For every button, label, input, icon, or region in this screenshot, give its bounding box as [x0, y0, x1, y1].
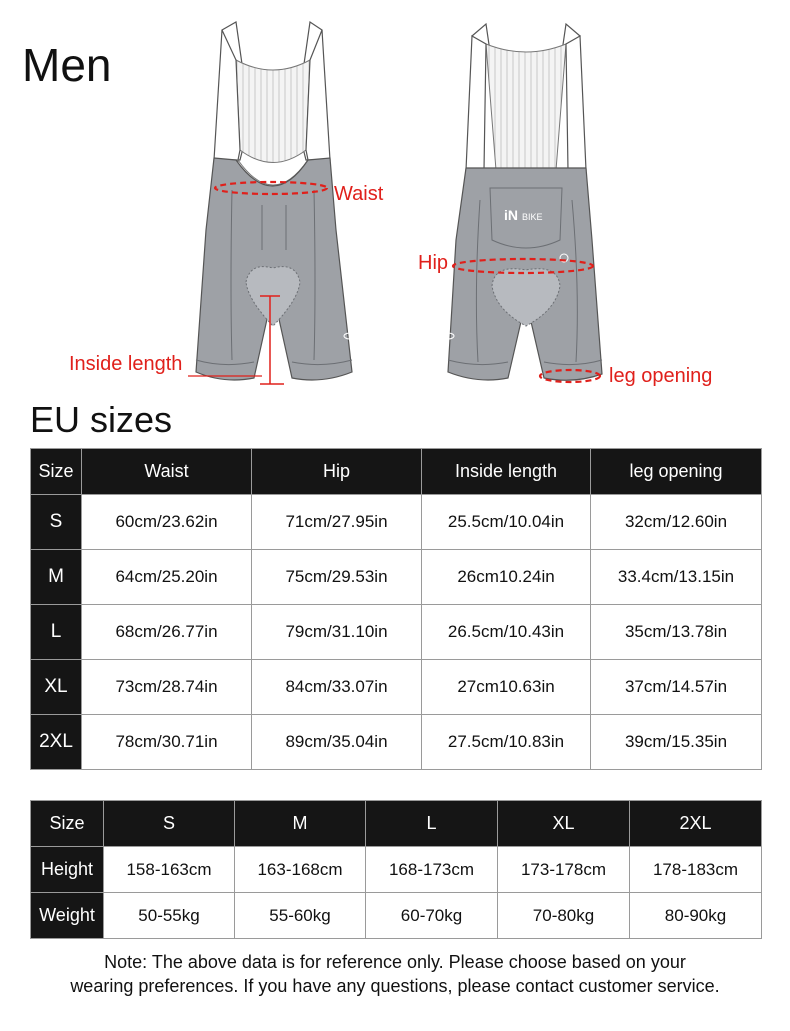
height-weight-table	[30, 800, 762, 939]
header-waist: Waist	[82, 449, 252, 495]
size-cell: S	[31, 495, 82, 550]
waist-cell: 78cm/30.71in	[82, 715, 252, 770]
leg-opening-label: leg opening	[609, 365, 713, 387]
disclaimer-note	[20, 950, 770, 998]
header-s: S	[104, 801, 235, 847]
header-l: L	[366, 801, 498, 847]
weight-cell: 50-55kg	[104, 893, 235, 939]
inside-length-label: Inside length	[69, 353, 183, 375]
inside-length-cell: 25.5cm/10.04in	[422, 495, 591, 550]
eu-size-table	[30, 448, 762, 770]
leg-opening-cell: 32cm/12.60in	[591, 495, 762, 550]
waist-cell: 64cm/25.20in	[82, 550, 252, 605]
bib-shorts-diagram	[0, 0, 790, 400]
waist-cell: 73cm/28.74in	[82, 660, 252, 715]
hip-cell: 79cm/31.10in	[252, 605, 422, 660]
table-row	[31, 660, 762, 715]
hip-cell: 71cm/27.95in	[252, 495, 422, 550]
weight-cell: 80-90kg	[630, 893, 762, 939]
waist-cell: 60cm/23.62in	[82, 495, 252, 550]
hip-cell: 75cm/29.53in	[252, 550, 422, 605]
eu-sizes-heading: EU sizes	[30, 399, 173, 440]
header-xl: XL	[498, 801, 630, 847]
table-row	[31, 495, 762, 550]
size-cell: XL	[31, 660, 82, 715]
height-cell: 178-183cm	[630, 847, 762, 893]
header-leg-opening: leg opening	[591, 449, 762, 495]
header-2xl: 2XL	[630, 801, 762, 847]
leg-opening-cell: 39cm/15.35in	[591, 715, 762, 770]
waist-cell: 68cm/26.77in	[82, 605, 252, 660]
page-title: Men	[22, 39, 112, 91]
note-line-1: Note: The above data is for reference only. Please choose based on your	[104, 952, 686, 972]
back-view	[442, 24, 602, 382]
leg-opening-cell: 33.4cm/13.15in	[591, 550, 762, 605]
height-cell: 173-178cm	[498, 847, 630, 893]
height-cell: 163-168cm	[235, 847, 366, 893]
note-line-2: wearing preferences. If you have any questions, please contact customer service.	[70, 976, 720, 996]
size-cell: M	[31, 550, 82, 605]
header-hip: Hip	[252, 449, 422, 495]
header-m: M	[235, 801, 366, 847]
table-header-row	[31, 801, 762, 847]
inside-length-cell: 26cm10.24in	[422, 550, 591, 605]
table-row	[31, 605, 762, 660]
inside-length-cell: 27.5cm/10.83in	[422, 715, 591, 770]
header-size: Size	[31, 449, 82, 495]
size-cell: 2XL	[31, 715, 82, 770]
row-label-height: Height	[31, 847, 104, 893]
header-size: Size	[31, 801, 104, 847]
hip-label: Hip	[418, 252, 449, 274]
row-label-weight: Weight	[31, 893, 104, 939]
header-inside-length: Inside length	[422, 449, 591, 495]
table-row	[31, 550, 762, 605]
table-header-row	[31, 449, 762, 495]
weight-cell: 70-80kg	[498, 893, 630, 939]
weight-cell: 60-70kg	[366, 893, 498, 939]
front-view	[188, 22, 356, 384]
hip-cell: 89cm/35.04in	[252, 715, 422, 770]
inside-length-cell: 26.5cm/10.43in	[422, 605, 591, 660]
brand-logo: iN	[504, 207, 518, 223]
svg-text:BIKE: BIKE	[522, 212, 543, 222]
hip-cell: 84cm/33.07in	[252, 660, 422, 715]
table-row	[31, 847, 762, 893]
inside-length-cell: 27cm10.63in	[422, 660, 591, 715]
height-cell: 168-173cm	[366, 847, 498, 893]
leg-opening-cell: 37cm/14.57in	[591, 660, 762, 715]
table-row	[31, 715, 762, 770]
leg-opening-cell: 35cm/13.78in	[591, 605, 762, 660]
height-cell: 158-163cm	[104, 847, 235, 893]
waist-label: Waist	[334, 183, 384, 205]
size-cell: L	[31, 605, 82, 660]
table-row	[31, 893, 762, 939]
weight-cell: 55-60kg	[235, 893, 366, 939]
